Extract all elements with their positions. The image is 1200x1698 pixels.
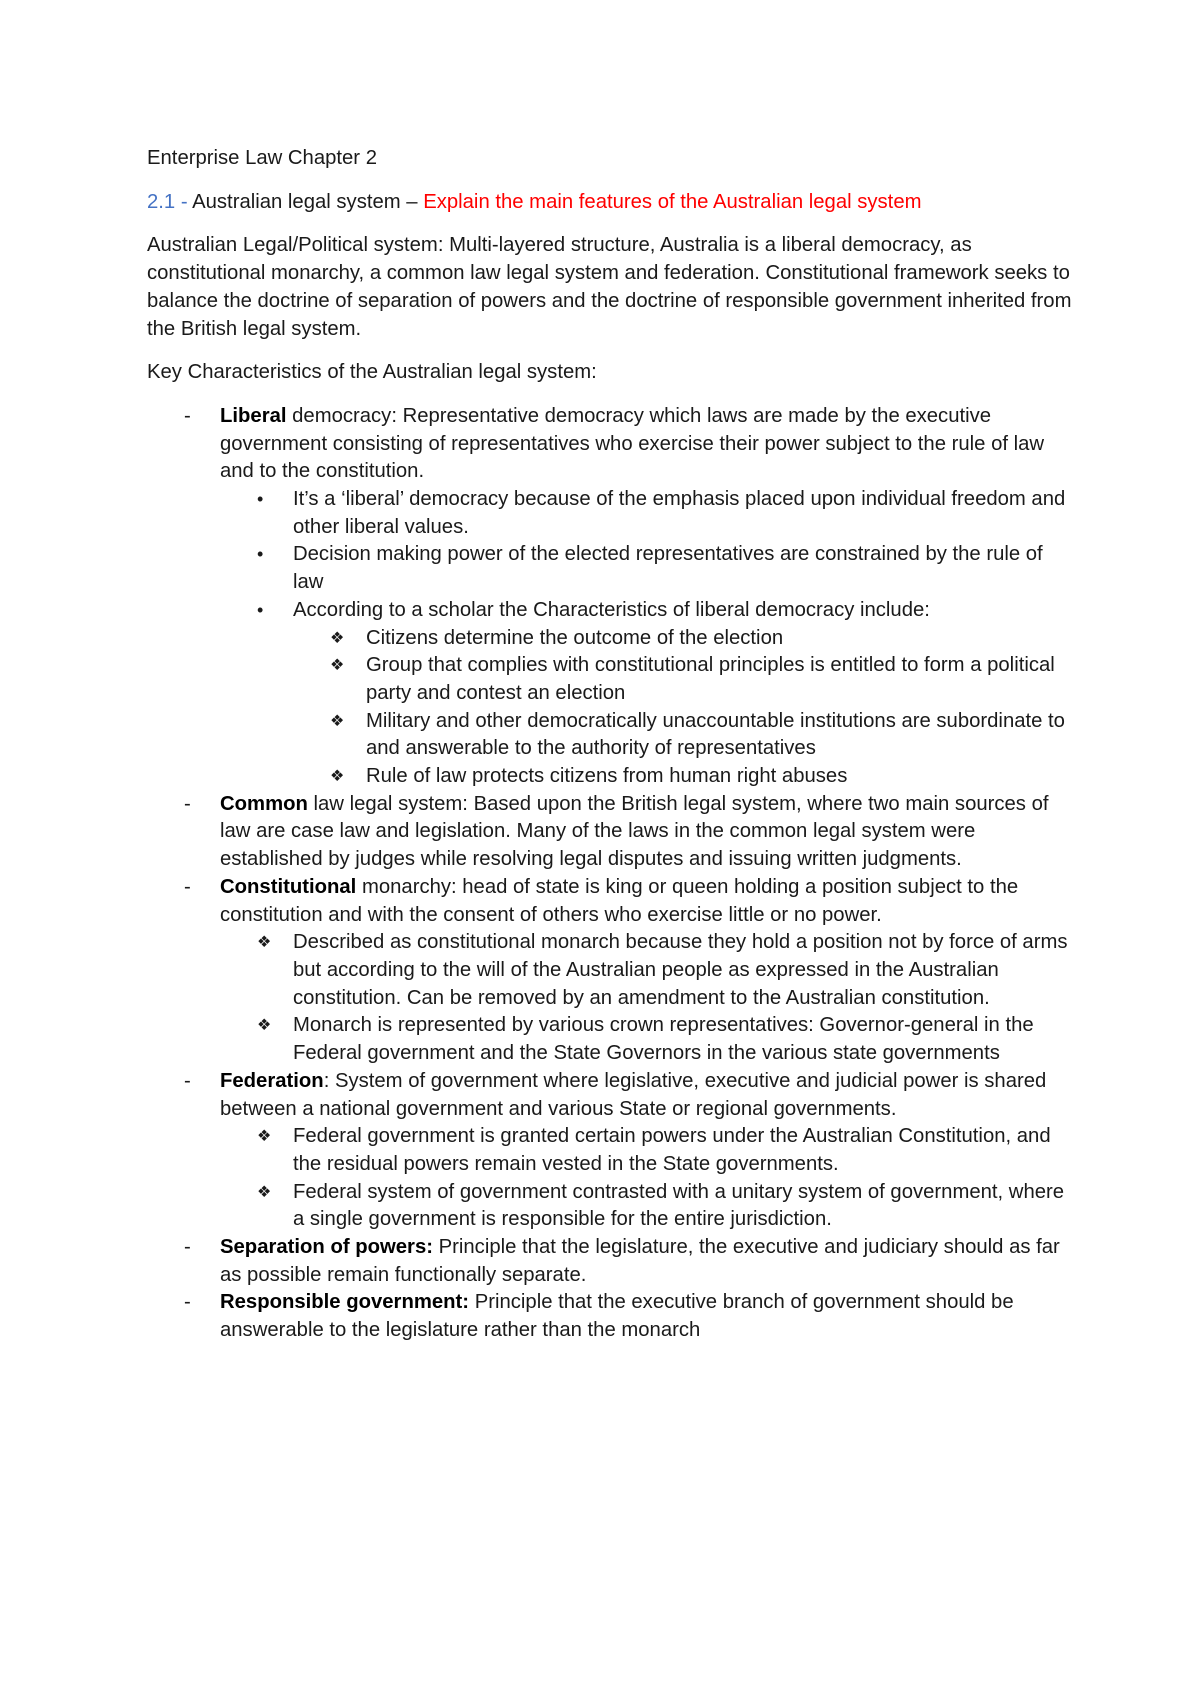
sub-sub-list-item (293, 625, 1077, 653)
diamond-bullet-icon: ❖ (257, 934, 272, 952)
bullet-dot-icon: • (257, 489, 264, 510)
sub-sub-item-text: Group that complies with constitutional principles is entitled to form a political party and contest an election (366, 654, 1055, 704)
list-item-constitutional-monarchy (147, 874, 1077, 1068)
item-text: Principle that the executive branch of government should be answerable to the legislature rather than the monarch (220, 1291, 1014, 1342)
sub-list (220, 486, 1077, 791)
section-heading (147, 189, 1077, 217)
sub-sub-list-item (293, 708, 1077, 763)
dash-marker: - (184, 1291, 191, 1314)
section-topic: Australian legal system – (187, 190, 424, 213)
dash-marker: - (184, 875, 191, 898)
document-body (147, 145, 1077, 1345)
document-title: Enterprise Law Chapter 2 (147, 147, 377, 169)
sub-item-text: Federal system of government contrasted with a unitary system of government, where a single government is responsible for the entire jurisdiction. (293, 1180, 1065, 1231)
bullet-dot-icon: • (257, 544, 264, 565)
dash-marker: - (184, 1236, 191, 1259)
section-question: Explain the main features of the Australian legal system (423, 190, 922, 213)
list-item-liberal-democracy (147, 403, 1077, 791)
sub-list-item (220, 541, 1077, 596)
characteristics-list (147, 403, 1077, 1345)
intro-paragraph: Australian Legal/Political system: Multi-layered structure, Australia is a liberal democracy, as constitutional monarchy, a common law legal system and federation. Constitutional framework seeks to balance the doctrine of separation of powers and the doctrine of responsible government inherited from the British legal system. (147, 234, 1072, 340)
sub-list (220, 929, 1077, 1068)
diamond-bullet-icon: ❖ (257, 1017, 272, 1035)
item-term: Responsible government: (220, 1291, 470, 1314)
sub-list-item (220, 1179, 1077, 1234)
item-text: Principle that the legislature, the executive and judiciary should as far as possible remain functionally separate. (220, 1236, 1060, 1286)
item-text: : System of government where legislative, executive and judicial power is shared between a national government and various State or regional governments. (220, 1069, 1047, 1120)
diamond-bullet-icon: ❖ (330, 712, 345, 730)
item-text: monarchy: head of state is king or queen holding a position subject to the constitution and with the consent of others who exercise little or no power. (220, 875, 1019, 926)
sub-sub-item-text: Military and other democratically unaccountable institutions are subordinate to and answerable to the authority of representatives (366, 709, 1065, 760)
diamond-bullet-icon: ❖ (257, 1128, 272, 1146)
item-term: Separation of powers: (220, 1236, 433, 1259)
dash-marker: - (184, 792, 191, 815)
sub-item-text: Monarch is represented by various crown representatives: Governor-general in the Federal government and the State Governors in the various state governments (293, 1014, 1034, 1065)
key-characteristics-heading: Key Characteristics of the Australian legal system: (147, 361, 597, 384)
sub-list (220, 1123, 1077, 1234)
diamond-bullet-icon: ❖ (330, 629, 345, 647)
sub-list-item (220, 1012, 1077, 1067)
sub-list-item (220, 486, 1077, 541)
diamond-bullet-icon: ❖ (330, 768, 345, 786)
sub-sub-list-item (293, 763, 1077, 791)
list-item-federation (147, 1068, 1077, 1234)
sub-list-item (220, 597, 1077, 791)
item-text: law legal system: Based upon the British legal system, where two main sources of law are case law and legislation. Many of the laws in the common legal system were established by judges while resolving legal disputes and issuing written judgments. (220, 792, 1049, 871)
sub-item-text: Federal government is granted certain powers under the Australian Constitution, and the residual powers remain vested in the State governments. (293, 1125, 1051, 1175)
dash-marker: - (184, 1069, 191, 1092)
bullet-dot-icon: • (257, 599, 264, 620)
list-item-common-law (147, 791, 1077, 874)
sub-list-item (220, 1123, 1077, 1178)
list-item-responsible-government (147, 1289, 1077, 1344)
diamond-bullet-icon: ❖ (257, 1183, 272, 1201)
diamond-bullet-icon: ❖ (330, 657, 345, 675)
item-term: Constitutional (220, 875, 357, 898)
sub-item-text: According to a scholar the Characteristics of liberal democracy include: (293, 598, 930, 621)
item-term: Federation (220, 1069, 324, 1092)
sub-sub-item-text: Rule of law protects citizens from human right abuses (366, 765, 848, 788)
sub-item-text: It’s a ‘liberal’ democracy because of the emphasis placed upon individual freedom and other liberal values. (293, 488, 1066, 538)
dash-marker: - (184, 404, 191, 427)
sub-sub-list (293, 625, 1077, 791)
sub-item-text: Described as constitutional monarch because they hold a position not by force of arms but according to the will of the Australian people as expressed in the Australian constitution. Can be removed by an amendment to the Australian constitution. (293, 931, 1068, 1009)
sub-sub-item-text: Citizens determine the outcome of the election (366, 626, 784, 649)
list-item-separation-of-powers (147, 1234, 1077, 1289)
sub-item-text: Decision making power of the elected representatives are constrained by the rule of law (293, 543, 1043, 594)
item-term: Liberal (220, 404, 287, 427)
sub-sub-list-item (293, 652, 1077, 707)
sub-list-item (220, 929, 1077, 1012)
section-number: 2.1 - (147, 190, 188, 213)
item-term: Common (220, 792, 308, 815)
item-text: democracy: Representative democracy which laws are made by the executive government consisting of representatives who exercise their power subject to the rule of law and to the constitution. (220, 404, 1045, 483)
